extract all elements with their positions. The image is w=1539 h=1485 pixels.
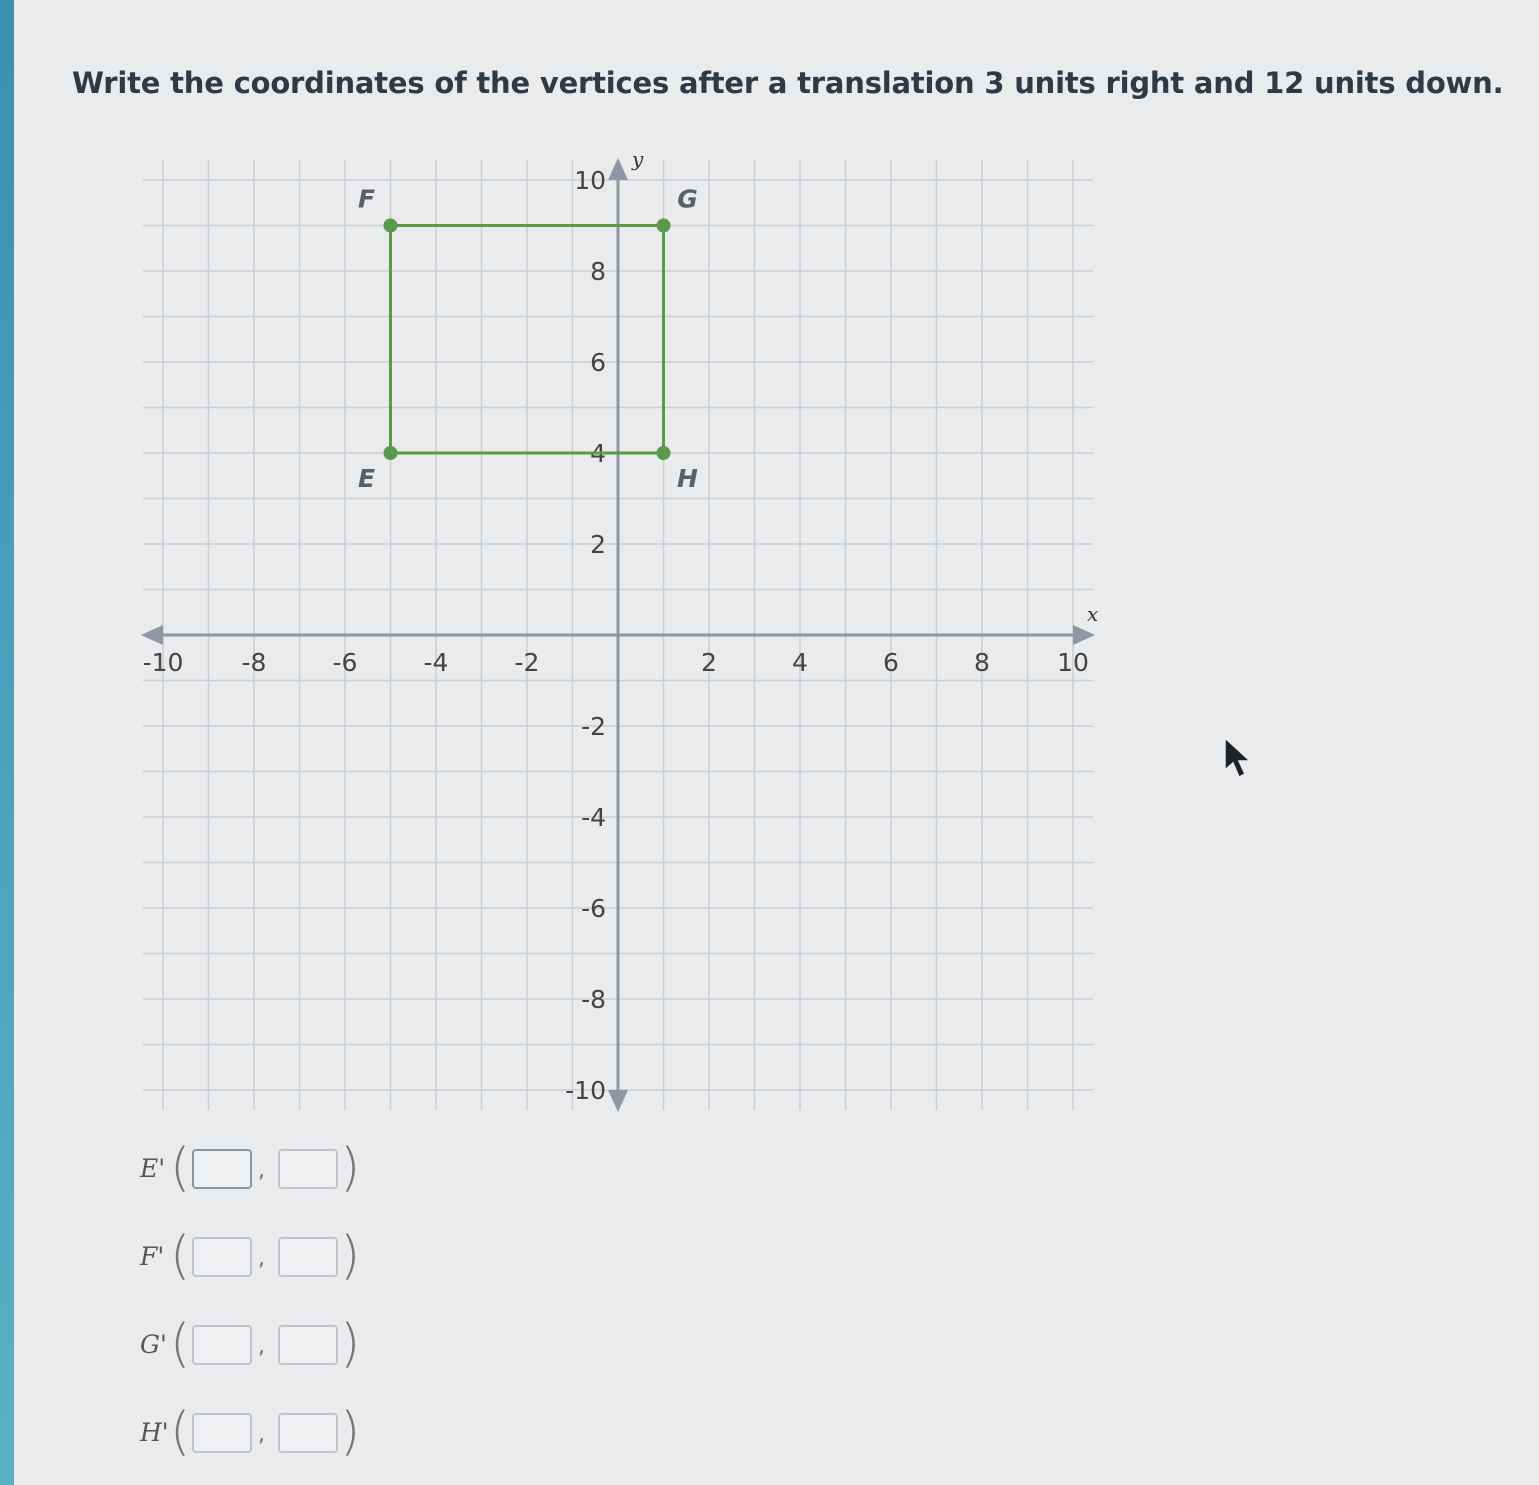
open-paren: ( xyxy=(170,1226,191,1286)
y-tick-label: 4 xyxy=(590,439,606,468)
open-paren: ( xyxy=(170,1314,191,1374)
y-tick-label: -8 xyxy=(581,985,606,1014)
y-tick-label: -2 xyxy=(581,712,606,741)
x-tick-label: 10 xyxy=(1057,648,1089,677)
g-prime-x-input[interactable] xyxy=(192,1325,252,1365)
h-prime-y-input[interactable] xyxy=(278,1413,338,1453)
y-tick-label: 6 xyxy=(590,348,606,377)
vertex-label: G' xyxy=(140,1330,167,1359)
vertex-label: E' xyxy=(140,1154,166,1183)
coordinate-grid[interactable] xyxy=(130,140,1130,1130)
vertex-point-g xyxy=(657,219,671,233)
y-tick-label: 10 xyxy=(574,166,606,195)
comma: , xyxy=(258,1422,265,1447)
y-tick-label: -10 xyxy=(565,1076,606,1105)
x-axis-label: x xyxy=(1087,602,1099,626)
y-tick-label: -6 xyxy=(581,894,606,923)
vertex-label-e: E xyxy=(357,464,376,493)
h-prime-x-input[interactable] xyxy=(192,1413,252,1453)
close-paren: ) xyxy=(340,1226,361,1286)
y-axis-up-arrow xyxy=(608,158,628,180)
e-prime-x-input[interactable] xyxy=(192,1149,252,1189)
arrow-cursor-icon xyxy=(1222,736,1256,780)
y-tick-label: -4 xyxy=(581,803,606,832)
e-prime-y-input[interactable] xyxy=(278,1149,338,1189)
answer-row-h xyxy=(140,1404,380,1474)
left-edge-strip xyxy=(0,0,14,1485)
x-tick-label: 8 xyxy=(974,648,990,677)
vertex-label-h: H xyxy=(677,464,698,493)
x-axis-left-arrow xyxy=(141,625,163,645)
axes xyxy=(141,147,1098,1112)
x-tick-label: -8 xyxy=(241,648,267,677)
vertex-point-e xyxy=(384,446,398,460)
open-paren: ( xyxy=(170,1402,191,1462)
rectangle-efgh xyxy=(358,185,698,494)
close-paren: ) xyxy=(340,1138,361,1198)
g-prime-y-input[interactable] xyxy=(278,1325,338,1365)
vertex-point-f xyxy=(384,219,398,233)
comma: , xyxy=(258,1334,265,1359)
f-prime-y-input[interactable] xyxy=(278,1237,338,1277)
y-axis-label: y xyxy=(632,147,644,171)
close-paren: ) xyxy=(340,1402,361,1462)
vertex-label-g: G xyxy=(677,184,698,214)
x-tick-label: -4 xyxy=(423,648,449,677)
x-tick-label: 4 xyxy=(792,648,808,677)
vertex-label: F' xyxy=(140,1242,165,1271)
question-prompt: Write the coordinates of the vertices after a translation 3 units right and 12 units down. xyxy=(72,66,1504,100)
x-tick-label: 2 xyxy=(701,648,717,677)
x-tick-label: 6 xyxy=(883,648,899,677)
vertex-label: H' xyxy=(140,1418,169,1447)
vertex-point-h xyxy=(657,446,671,460)
y-tick-label: 8 xyxy=(590,257,606,286)
answer-row-e xyxy=(140,1140,380,1210)
vertex-label-f: F xyxy=(357,184,376,214)
answer-row-g xyxy=(140,1316,380,1386)
y-axis-down-arrow xyxy=(608,1090,628,1112)
comma: , xyxy=(258,1246,265,1271)
x-tick-label: -2 xyxy=(514,648,540,677)
answer-row-f xyxy=(140,1228,380,1298)
x-axis-right-arrow xyxy=(1073,625,1095,645)
y-tick-label: 2 xyxy=(590,530,606,559)
f-prime-x-input[interactable] xyxy=(192,1237,252,1277)
close-paren: ) xyxy=(340,1314,361,1374)
x-tick-label: -6 xyxy=(332,648,358,677)
comma: , xyxy=(258,1158,265,1183)
open-paren: ( xyxy=(170,1138,191,1198)
x-tick-label: -10 xyxy=(142,648,184,677)
